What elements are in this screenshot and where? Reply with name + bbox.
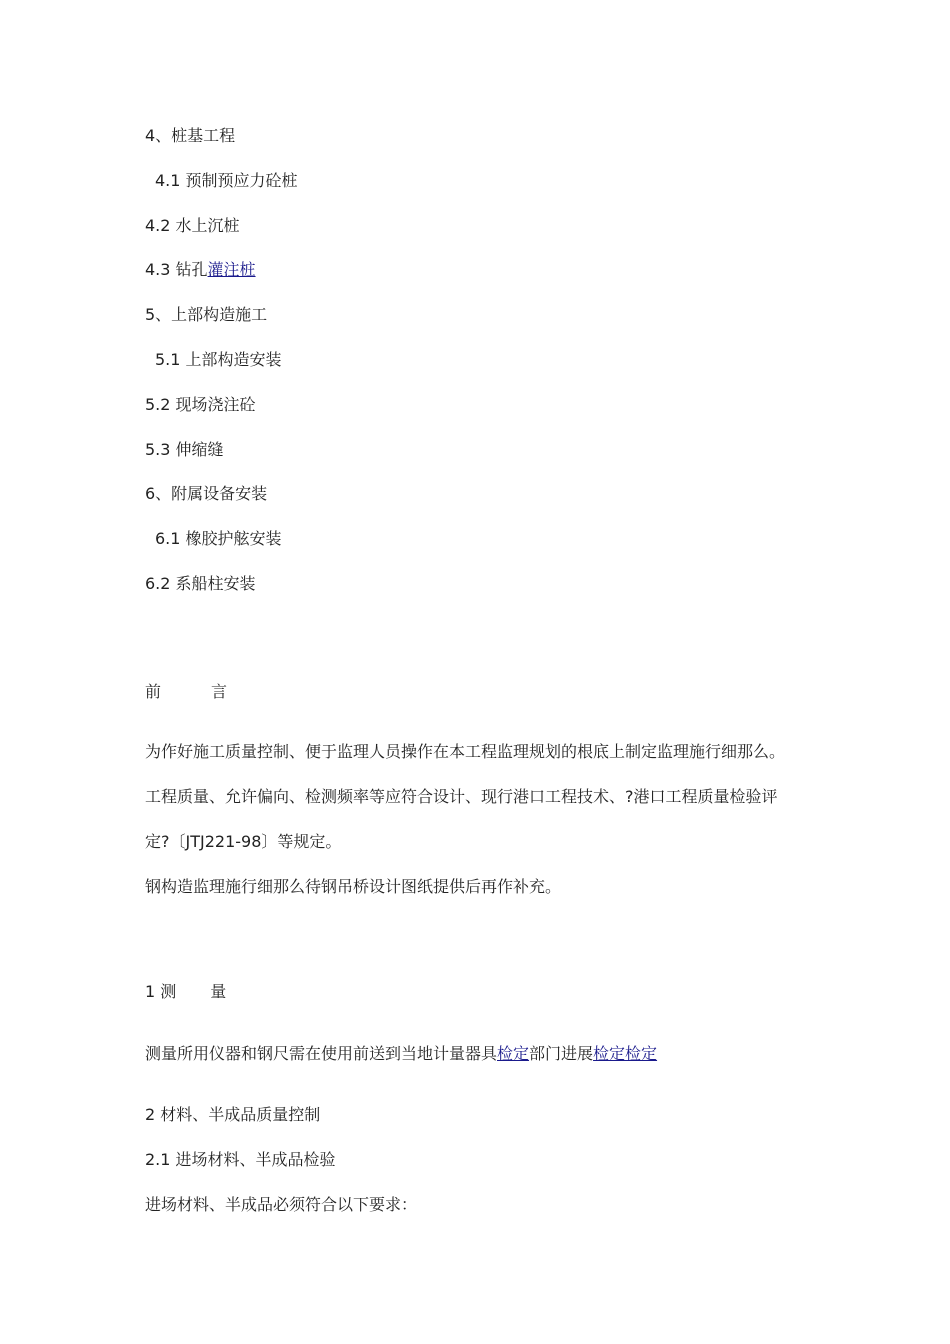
- toc-item-4: 4、桩基工程: [145, 126, 236, 145]
- survey-heading-part-2: 量: [210, 982, 227, 1001]
- toc-item-6-1: 6.1 橡胶护舷安装: [155, 529, 282, 548]
- preface-heading-char-2: 言: [211, 682, 228, 701]
- toc-item-5-3: 5.3 伸缩缝: [145, 440, 224, 459]
- toc-item-4-1: 4.1 预制预应力砼桩: [155, 171, 298, 190]
- survey-heading-part-1: 1 测: [145, 982, 177, 1001]
- verification-link-2[interactable]: 检定检定: [593, 1044, 658, 1063]
- toc-item-5-2: 5.2 现场浇注砼: [145, 395, 256, 414]
- survey-heading: [145, 981, 226, 1003]
- toc-item-4-3-text: 4.3 钻孔: [145, 260, 208, 279]
- bored-pile-link[interactable]: 灌注桩: [207, 260, 256, 279]
- toc-item-6-2: 6.2 系船柱安装: [145, 574, 256, 593]
- preface-paragraph-2: 工程质量、允许偏向、检测频率等应符合设计、现行港口工程技术、?港口工程质量检验评: [145, 787, 778, 806]
- toc-item-4-2: 4.2 水上沉桩: [145, 216, 240, 235]
- materials-subheading: 2.1 进场材料、半成品检验: [145, 1150, 336, 1169]
- toc-item-6: 6、附属设备安装: [145, 484, 268, 503]
- toc-item-5-1: 5.1 上部构造安装: [155, 350, 282, 369]
- materials-heading: 2 材料、半成品质量控制: [145, 1105, 321, 1124]
- preface-paragraph-1: 为作好施工质量控制、便于监理人员操作在本工程监理规划的根底上制定监理施行细那么。: [145, 742, 786, 761]
- preface-heading: [145, 681, 227, 703]
- preface-paragraph-3: 钢构造监理施行细那么待钢吊桥设计图纸提供后再作补充。: [145, 877, 562, 896]
- survey-text-2: 部门进展: [529, 1044, 594, 1063]
- verification-link-1[interactable]: 检定: [497, 1044, 530, 1063]
- survey-text-1: 测量所用仪器和钢尺需在使用前送到当地计量器具: [145, 1044, 498, 1063]
- preface-heading-char-1: 前: [145, 682, 162, 701]
- materials-paragraph: 进场材料、半成品必须符合以下要求：: [145, 1195, 418, 1214]
- preface-paragraph-2-cont: 定?〔JTJ221-98〕等规定。: [145, 832, 342, 851]
- toc-item-5: 5、上部构造施工: [145, 305, 268, 324]
- survey-paragraph: [145, 1043, 657, 1065]
- toc-item-4-3: [145, 259, 256, 281]
